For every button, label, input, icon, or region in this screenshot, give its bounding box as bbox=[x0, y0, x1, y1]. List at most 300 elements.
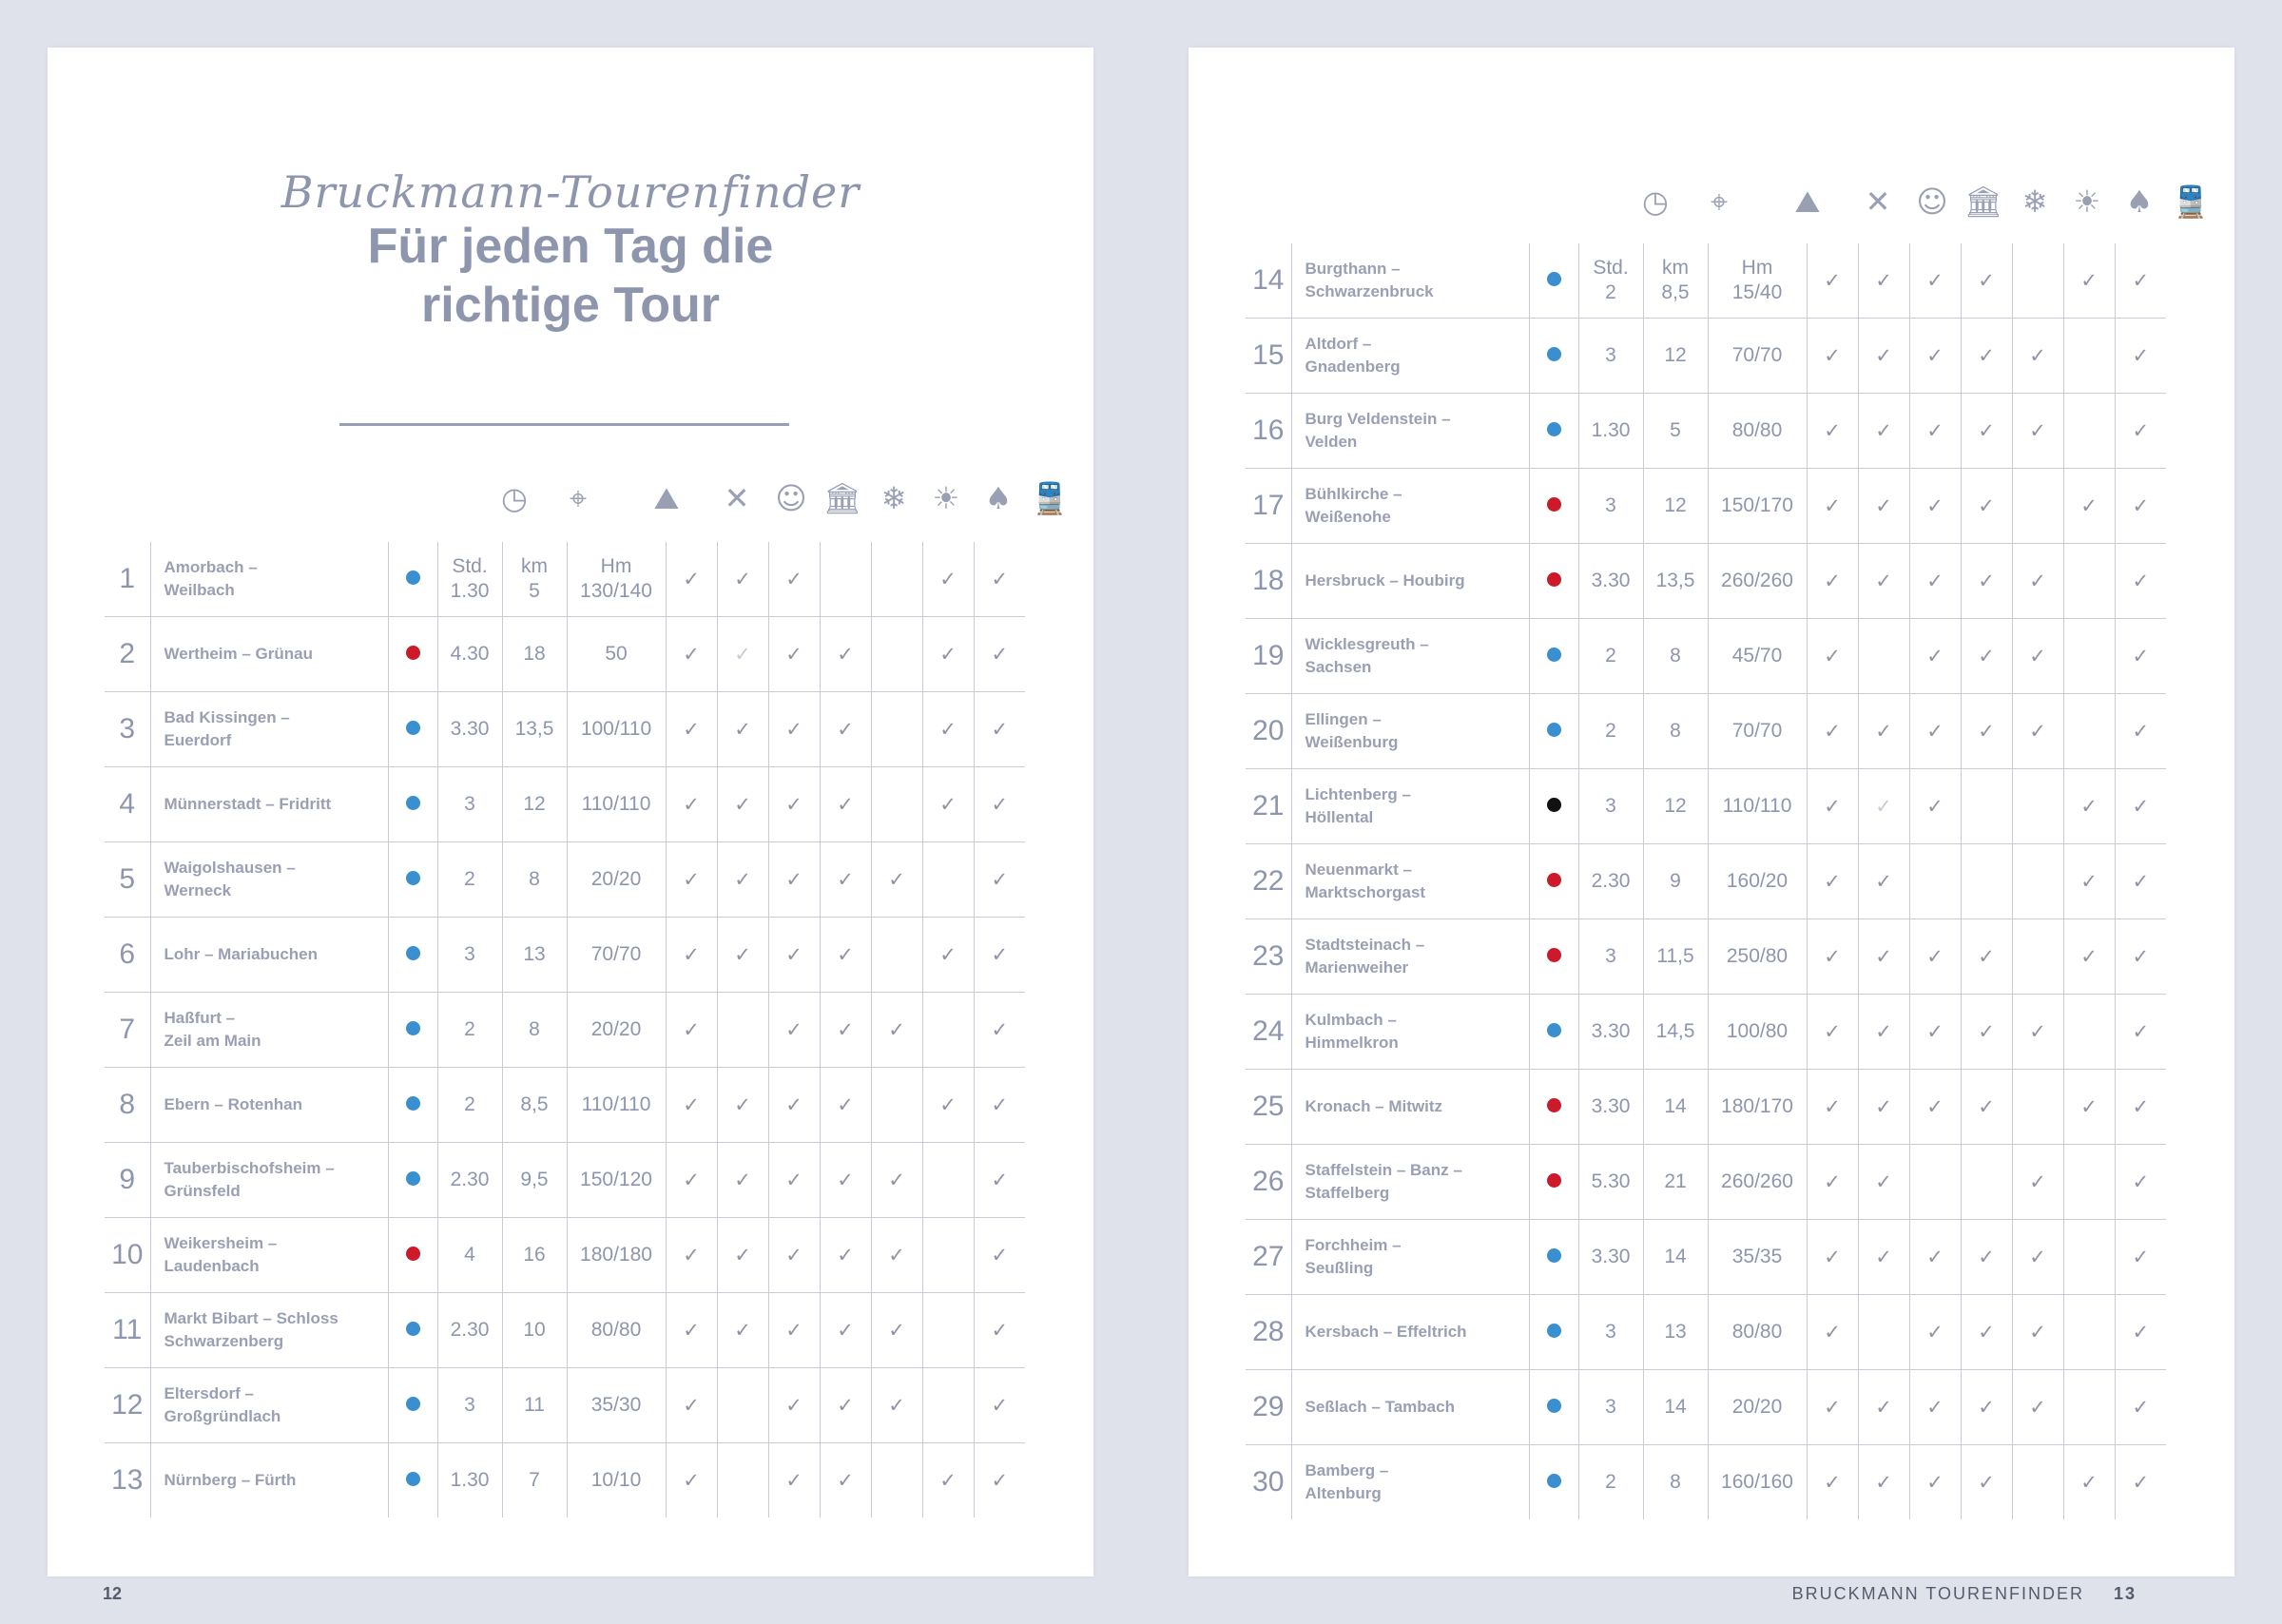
feature-check-cell bbox=[1961, 619, 2012, 694]
tour-number: 17 bbox=[1246, 469, 1291, 544]
check-icon: ✓ bbox=[1926, 419, 1944, 442]
difficulty-cell bbox=[1529, 919, 1578, 995]
feature-check-cell bbox=[871, 1218, 922, 1293]
feature-check-cell bbox=[1858, 319, 1909, 394]
check-icon: ✓ bbox=[785, 1244, 803, 1266]
tour-number: 15 bbox=[1246, 319, 1291, 394]
check-icon: ✓ bbox=[2132, 1396, 2150, 1419]
check-icon: ✓ bbox=[2080, 795, 2098, 818]
difficulty-dot bbox=[1547, 798, 1561, 812]
check-icon: ✓ bbox=[1824, 795, 1841, 818]
elevation-cell: 70/70 bbox=[567, 918, 666, 993]
distance-cell: 12 bbox=[1643, 319, 1708, 394]
check-icon: ✓ bbox=[1824, 1396, 1841, 1419]
duration-cell: 2 bbox=[1578, 694, 1643, 769]
check-icon: ✓ bbox=[1875, 795, 1892, 818]
table-row bbox=[1246, 1445, 2166, 1520]
check-icon: ✓ bbox=[1978, 1321, 1995, 1344]
feature-check-cell bbox=[1961, 1295, 2012, 1370]
check-icon: ✓ bbox=[785, 1018, 803, 1041]
distance-cell: km 5 bbox=[502, 542, 567, 617]
tour-name: Haßfurt – Zeil am Main bbox=[150, 993, 388, 1068]
check-icon: ✓ bbox=[1926, 269, 1944, 292]
check-icon: ✓ bbox=[785, 643, 803, 666]
check-icon: ✓ bbox=[2029, 344, 2046, 367]
table-row bbox=[105, 993, 1025, 1068]
title-line-1: Für jeden Tag die bbox=[367, 219, 774, 274]
duration-cell: 2.30 bbox=[437, 1293, 502, 1368]
feature-check-cell bbox=[717, 918, 768, 993]
feature-check-cell bbox=[1858, 544, 1909, 619]
feature-check-cell bbox=[768, 918, 820, 993]
check-icon: ✓ bbox=[1875, 1095, 1892, 1118]
table-row bbox=[105, 1068, 1025, 1143]
check-icon: ✓ bbox=[939, 793, 957, 816]
tour-number: 29 bbox=[1246, 1370, 1291, 1445]
check-icon: ✓ bbox=[1978, 1095, 1995, 1118]
distance-cell: 12 bbox=[1643, 469, 1708, 544]
duration-cell: 4.30 bbox=[437, 617, 502, 692]
difficulty-cell bbox=[388, 1293, 437, 1368]
distance-cell: 11 bbox=[502, 1368, 567, 1443]
tour-name: Nürnberg – Fürth bbox=[150, 1443, 388, 1518]
difficulty-dot bbox=[1547, 497, 1561, 512]
running-title: BRUCKMANN TOURENFINDER bbox=[1791, 1584, 2084, 1603]
tour-number: 1 bbox=[105, 542, 150, 617]
feature-check-cell bbox=[820, 993, 871, 1068]
distance-cell: 5 bbox=[1643, 394, 1708, 469]
feature-check-cell bbox=[666, 1293, 717, 1368]
feature-check-cell bbox=[768, 1143, 820, 1218]
table-row bbox=[105, 842, 1025, 918]
distance-cell: 8 bbox=[1643, 694, 1708, 769]
elevation-cell: 80/80 bbox=[1708, 1295, 1807, 1370]
feature-check-cell bbox=[974, 842, 1025, 918]
tour-number: 25 bbox=[1246, 1070, 1291, 1145]
check-icon: ✓ bbox=[2132, 1020, 2150, 1043]
check-icon: ✓ bbox=[991, 1018, 1009, 1041]
feature-check-cell bbox=[871, 1143, 922, 1218]
feature-check-cell bbox=[2115, 1295, 2166, 1370]
elevation-cell: 100/110 bbox=[567, 692, 666, 767]
duration-cell: 3 bbox=[1578, 469, 1643, 544]
elevation-cell: 160/20 bbox=[1708, 844, 1807, 919]
feature-check-cell bbox=[717, 767, 768, 842]
duration-cell: 3 bbox=[437, 767, 502, 842]
tour-name: Lohr – Mariabuchen bbox=[150, 918, 388, 993]
check-icon: ✓ bbox=[734, 793, 751, 816]
tour-number: 18 bbox=[1246, 544, 1291, 619]
check-icon: ✓ bbox=[683, 568, 700, 590]
difficulty-cell bbox=[1529, 469, 1578, 544]
feature-check-cell bbox=[820, 692, 871, 767]
feature-check-cell bbox=[2012, 1070, 2063, 1145]
check-icon: ✓ bbox=[939, 943, 957, 966]
feature-check-cell bbox=[717, 692, 768, 767]
feature-check-cell bbox=[2063, 1220, 2115, 1295]
tour-number: 11 bbox=[105, 1293, 150, 1368]
script-title: Bruckmann-Tourenfinder bbox=[280, 166, 861, 218]
check-icon: ✓ bbox=[683, 793, 700, 816]
feature-check-cell bbox=[1909, 694, 1961, 769]
elevation-cell: 110/110 bbox=[567, 767, 666, 842]
feature-check-cell bbox=[820, 767, 871, 842]
duration-cell: 3 bbox=[437, 1368, 502, 1443]
table-row bbox=[105, 1218, 1025, 1293]
distance-cell: 11,5 bbox=[1643, 919, 1708, 995]
feature-check-cell bbox=[2115, 469, 2166, 544]
feature-check-cell bbox=[922, 918, 974, 993]
feature-check-cell bbox=[1807, 243, 1858, 319]
feature-check-cell bbox=[1807, 769, 1858, 844]
elevation-cell: 20/20 bbox=[567, 842, 666, 918]
feature-check-cell bbox=[666, 1368, 717, 1443]
feature-check-cell bbox=[2063, 1445, 2115, 1520]
feature-check-cell bbox=[922, 1218, 974, 1293]
duration-cell: Std. 2 bbox=[1578, 243, 1643, 319]
feature-check-cell bbox=[666, 692, 717, 767]
check-icon: ✓ bbox=[734, 1169, 751, 1191]
feature-check-cell bbox=[2012, 844, 2063, 919]
duration-cell: 2 bbox=[437, 842, 502, 918]
feature-check-cell bbox=[1858, 844, 1909, 919]
difficulty-dot bbox=[406, 871, 420, 885]
tour-name: Bamberg – Altenburg bbox=[1291, 1445, 1529, 1520]
table-row bbox=[105, 542, 1025, 617]
feature-check-cell bbox=[922, 542, 974, 617]
feature-check-cell bbox=[871, 1293, 922, 1368]
check-icon: ✓ bbox=[888, 1244, 905, 1266]
feature-check-cell bbox=[2012, 694, 2063, 769]
feature-check-cell bbox=[2115, 319, 2166, 394]
duration-cell: 2 bbox=[1578, 619, 1643, 694]
snowflake-icon: ❄ bbox=[880, 480, 907, 516]
tour-name: Lichtenberg – Höllental bbox=[1291, 769, 1529, 844]
feature-check-cell bbox=[2012, 394, 2063, 469]
check-icon: ✓ bbox=[1926, 945, 1944, 968]
check-icon: ✓ bbox=[1824, 1321, 1841, 1344]
table-row bbox=[1246, 1145, 2166, 1220]
table-row bbox=[1246, 469, 2166, 544]
feature-check-cell bbox=[871, 767, 922, 842]
feature-check-cell bbox=[768, 1293, 820, 1368]
difficulty-cell bbox=[388, 842, 437, 918]
left-page bbox=[48, 48, 1093, 1603]
clock-icon: ◷ bbox=[501, 480, 528, 516]
tour-number: 20 bbox=[1246, 694, 1291, 769]
difficulty-cell bbox=[1529, 1220, 1578, 1295]
table-row bbox=[1246, 769, 2166, 844]
elevation-cell: 180/180 bbox=[567, 1218, 666, 1293]
table-row bbox=[1246, 394, 2166, 469]
feature-check-cell bbox=[768, 617, 820, 692]
feature-check-cell bbox=[768, 767, 820, 842]
check-icon: ✓ bbox=[2080, 269, 2098, 292]
feature-check-cell bbox=[717, 1293, 768, 1368]
check-icon: ✓ bbox=[939, 1469, 957, 1492]
train-icon: 🚆 bbox=[2172, 184, 2210, 220]
feature-check-cell bbox=[1807, 1370, 1858, 1445]
check-icon: ✓ bbox=[1978, 344, 1995, 367]
check-icon: ✓ bbox=[734, 718, 751, 741]
tour-number: 4 bbox=[105, 767, 150, 842]
distance-cell: 8 bbox=[502, 842, 567, 918]
difficulty-cell bbox=[1529, 995, 1578, 1070]
distance-cell: 8 bbox=[502, 993, 567, 1068]
feature-check-cell bbox=[2012, 919, 2063, 995]
table-row bbox=[105, 692, 1025, 767]
duration-cell: 3 bbox=[1578, 1370, 1643, 1445]
feature-check-cell bbox=[717, 1068, 768, 1143]
duration-cell: 1.30 bbox=[437, 1443, 502, 1518]
elevation-cell: 110/110 bbox=[567, 1068, 666, 1143]
difficulty-dot bbox=[1547, 1023, 1561, 1037]
difficulty-dot bbox=[406, 1096, 420, 1111]
feature-check-cell bbox=[871, 692, 922, 767]
difficulty-dot bbox=[406, 646, 420, 660]
feature-check-cell bbox=[974, 918, 1025, 993]
check-icon: ✓ bbox=[1978, 494, 1995, 517]
check-icon: ✓ bbox=[2029, 570, 2046, 592]
check-icon: ✓ bbox=[1824, 645, 1841, 667]
check-icon: ✓ bbox=[2132, 645, 2150, 667]
check-icon: ✓ bbox=[1875, 344, 1892, 367]
elevation-cell: 45/70 bbox=[1708, 619, 1807, 694]
check-icon: ✓ bbox=[1978, 720, 1995, 743]
elevation-cell: 35/30 bbox=[567, 1368, 666, 1443]
tour-name: Forchheim – Seußling bbox=[1291, 1220, 1529, 1295]
feature-check-cell bbox=[922, 1143, 974, 1218]
clock-icon: ◷ bbox=[1642, 184, 1669, 220]
check-icon: ✓ bbox=[991, 1319, 1009, 1342]
check-icon: ✓ bbox=[1824, 494, 1841, 517]
feature-check-cell bbox=[1807, 1295, 1858, 1370]
child-face-icon: ☺ bbox=[1916, 184, 1948, 220]
difficulty-dot bbox=[1547, 873, 1561, 887]
feature-check-cell bbox=[2012, 544, 2063, 619]
feature-check-cell bbox=[1807, 1220, 1858, 1295]
distance-cell: 13 bbox=[502, 918, 567, 993]
check-icon: ✓ bbox=[1875, 1170, 1892, 1193]
feature-check-cell bbox=[1961, 1370, 2012, 1445]
check-icon: ✓ bbox=[2029, 1321, 2046, 1344]
check-icon: ✓ bbox=[1978, 1471, 1995, 1494]
check-icon: ✓ bbox=[785, 868, 803, 891]
feature-check-cell bbox=[2012, 1145, 2063, 1220]
table-row bbox=[1246, 619, 2166, 694]
elevation-cell: 180/170 bbox=[1708, 1070, 1807, 1145]
check-icon: ✓ bbox=[1824, 1095, 1841, 1118]
feature-check-cell bbox=[666, 918, 717, 993]
running-footer bbox=[1792, 1584, 2137, 1604]
duration-cell: 3.30 bbox=[437, 692, 502, 767]
table-row bbox=[1246, 1220, 2166, 1295]
tour-number: 27 bbox=[1246, 1220, 1291, 1295]
tour-name: Kulmbach – Himmelkron bbox=[1291, 995, 1529, 1070]
check-icon: ✓ bbox=[683, 1093, 700, 1116]
tour-name: Ellingen – Weißenburg bbox=[1291, 694, 1529, 769]
table-row bbox=[1246, 1370, 2166, 1445]
check-icon: ✓ bbox=[2080, 1471, 2098, 1494]
difficulty-cell bbox=[388, 918, 437, 993]
snowflake-icon: ❄ bbox=[2021, 184, 2048, 220]
check-icon: ✓ bbox=[2132, 494, 2150, 517]
check-icon: ✓ bbox=[785, 1169, 803, 1191]
difficulty-cell bbox=[1529, 243, 1578, 319]
check-icon: ✓ bbox=[683, 1169, 700, 1191]
check-icon: ✓ bbox=[939, 718, 957, 741]
feature-check-cell bbox=[820, 617, 871, 692]
difficulty-cell bbox=[388, 1443, 437, 1518]
feature-check-cell bbox=[2063, 619, 2115, 694]
cutlery-icon: ✕ bbox=[1865, 184, 1891, 220]
tour-number: 19 bbox=[1246, 619, 1291, 694]
difficulty-cell bbox=[388, 617, 437, 692]
duration-cell: 3 bbox=[1578, 1295, 1643, 1370]
tour-name: Amorbach – Weilbach bbox=[150, 542, 388, 617]
difficulty-cell bbox=[388, 1143, 437, 1218]
difficulty-dot bbox=[406, 1397, 420, 1411]
duration-cell: 3.30 bbox=[1578, 1220, 1643, 1295]
difficulty-cell bbox=[1529, 1145, 1578, 1220]
elevation-cell: 260/260 bbox=[1708, 1145, 1807, 1220]
elevation-cell: Hm 15/40 bbox=[1708, 243, 1807, 319]
feature-check-cell bbox=[1858, 694, 1909, 769]
difficulty-cell bbox=[1529, 769, 1578, 844]
feature-check-cell bbox=[1961, 919, 2012, 995]
feature-check-cell bbox=[666, 617, 717, 692]
feature-check-cell bbox=[1961, 844, 2012, 919]
check-icon: ✓ bbox=[785, 793, 803, 816]
feature-check-cell bbox=[2115, 619, 2166, 694]
check-icon: ✓ bbox=[1875, 494, 1892, 517]
feature-check-cell bbox=[820, 1218, 871, 1293]
feature-check-cell bbox=[717, 617, 768, 692]
feature-check-cell bbox=[1858, 1445, 1909, 1520]
feature-check-cell bbox=[2012, 769, 2063, 844]
tour-name: Kronach – Mitwitz bbox=[1291, 1070, 1529, 1145]
tour-number: 10 bbox=[105, 1218, 150, 1293]
check-icon: ✓ bbox=[888, 1394, 905, 1417]
feature-check-cell bbox=[1807, 995, 1858, 1070]
duration-cell: 3 bbox=[1578, 769, 1643, 844]
feature-check-cell bbox=[2115, 694, 2166, 769]
distance-cell: 18 bbox=[502, 617, 567, 692]
check-icon: ✓ bbox=[2029, 1246, 2046, 1268]
tour-name: Seßlach – Tambach bbox=[1291, 1370, 1529, 1445]
feature-check-cell bbox=[666, 1143, 717, 1218]
distance-cell: 9,5 bbox=[502, 1143, 567, 1218]
feature-check-cell bbox=[2115, 1220, 2166, 1295]
check-icon: ✓ bbox=[785, 1394, 803, 1417]
feature-check-cell bbox=[871, 1368, 922, 1443]
page-title bbox=[48, 217, 1093, 335]
feature-check-cell bbox=[1807, 619, 1858, 694]
feature-check-cell bbox=[1807, 1070, 1858, 1145]
distance-cell: 8 bbox=[1643, 619, 1708, 694]
check-icon: ✓ bbox=[837, 1319, 854, 1342]
table-row bbox=[105, 617, 1025, 692]
difficulty-dot bbox=[1547, 572, 1561, 587]
check-icon: ✓ bbox=[683, 1394, 700, 1417]
feature-check-cell bbox=[974, 1443, 1025, 1518]
distance-cell: 13,5 bbox=[502, 692, 567, 767]
difficulty-cell bbox=[388, 542, 437, 617]
feature-check-cell bbox=[2115, 1070, 2166, 1145]
check-icon: ✓ bbox=[1926, 1321, 1944, 1344]
distance-cell: 9 bbox=[1643, 844, 1708, 919]
difficulty-cell bbox=[388, 1368, 437, 1443]
tree-icon: ♠ bbox=[984, 480, 1013, 516]
elevation-cell: 250/80 bbox=[1708, 919, 1807, 995]
elevation-cell: 70/70 bbox=[1708, 694, 1807, 769]
check-icon: ✓ bbox=[991, 643, 1009, 666]
feature-check-cell bbox=[871, 993, 922, 1068]
feature-check-cell bbox=[2115, 995, 2166, 1070]
feature-check-cell bbox=[1807, 1445, 1858, 1520]
feature-check-cell bbox=[922, 692, 974, 767]
elevation-cell: 35/35 bbox=[1708, 1220, 1807, 1295]
feature-check-cell bbox=[1858, 394, 1909, 469]
check-icon: ✓ bbox=[1978, 269, 1995, 292]
distance-cell: 8,5 bbox=[502, 1068, 567, 1143]
check-icon: ✓ bbox=[2132, 1095, 2150, 1118]
museum-icon: 🏛 bbox=[822, 480, 862, 516]
tours-table-right bbox=[1246, 243, 2166, 1519]
feature-check-cell bbox=[2063, 469, 2115, 544]
duration-cell: 3.30 bbox=[1578, 544, 1643, 619]
table-row bbox=[105, 1293, 1025, 1368]
difficulty-dot bbox=[1547, 723, 1561, 737]
feature-check-cell bbox=[717, 1368, 768, 1443]
distance-cell: 16 bbox=[502, 1218, 567, 1293]
check-icon: ✓ bbox=[1978, 1396, 1995, 1419]
duration-cell: 5.30 bbox=[1578, 1145, 1643, 1220]
route-pins-icon: ⌖ bbox=[1710, 183, 1729, 220]
feature-check-cell bbox=[922, 767, 974, 842]
distance-cell: 14,5 bbox=[1643, 995, 1708, 1070]
check-icon: ✓ bbox=[1824, 1246, 1841, 1268]
tour-name: Hersbruck – Houbirg bbox=[1291, 544, 1529, 619]
check-icon: ✓ bbox=[2080, 945, 2098, 968]
duration-cell: 1.30 bbox=[1578, 394, 1643, 469]
elevation-cell: Hm 130/140 bbox=[567, 542, 666, 617]
difficulty-dot bbox=[406, 946, 420, 960]
feature-check-cell bbox=[922, 1368, 974, 1443]
check-icon: ✓ bbox=[734, 868, 751, 891]
feature-check-cell bbox=[1909, 995, 1961, 1070]
check-icon: ✓ bbox=[991, 1469, 1009, 1492]
difficulty-dot bbox=[406, 570, 420, 585]
check-icon: ✓ bbox=[1824, 720, 1841, 743]
tour-number: 8 bbox=[105, 1068, 150, 1143]
feature-check-cell bbox=[871, 1443, 922, 1518]
check-icon: ✓ bbox=[2132, 1246, 2150, 1268]
page-number: 12 bbox=[103, 1584, 123, 1603]
feature-check-cell bbox=[1961, 995, 2012, 1070]
difficulty-cell bbox=[1529, 394, 1578, 469]
check-icon: ✓ bbox=[2029, 419, 2046, 442]
difficulty-cell bbox=[1529, 544, 1578, 619]
feature-check-cell bbox=[2115, 1445, 2166, 1520]
check-icon: ✓ bbox=[1875, 945, 1892, 968]
check-icon: ✓ bbox=[837, 718, 854, 741]
check-icon: ✓ bbox=[2029, 645, 2046, 667]
tour-number: 16 bbox=[1246, 394, 1291, 469]
check-icon: ✓ bbox=[837, 1394, 854, 1417]
feature-check-cell bbox=[2063, 995, 2115, 1070]
check-icon: ✓ bbox=[1824, 870, 1841, 893]
